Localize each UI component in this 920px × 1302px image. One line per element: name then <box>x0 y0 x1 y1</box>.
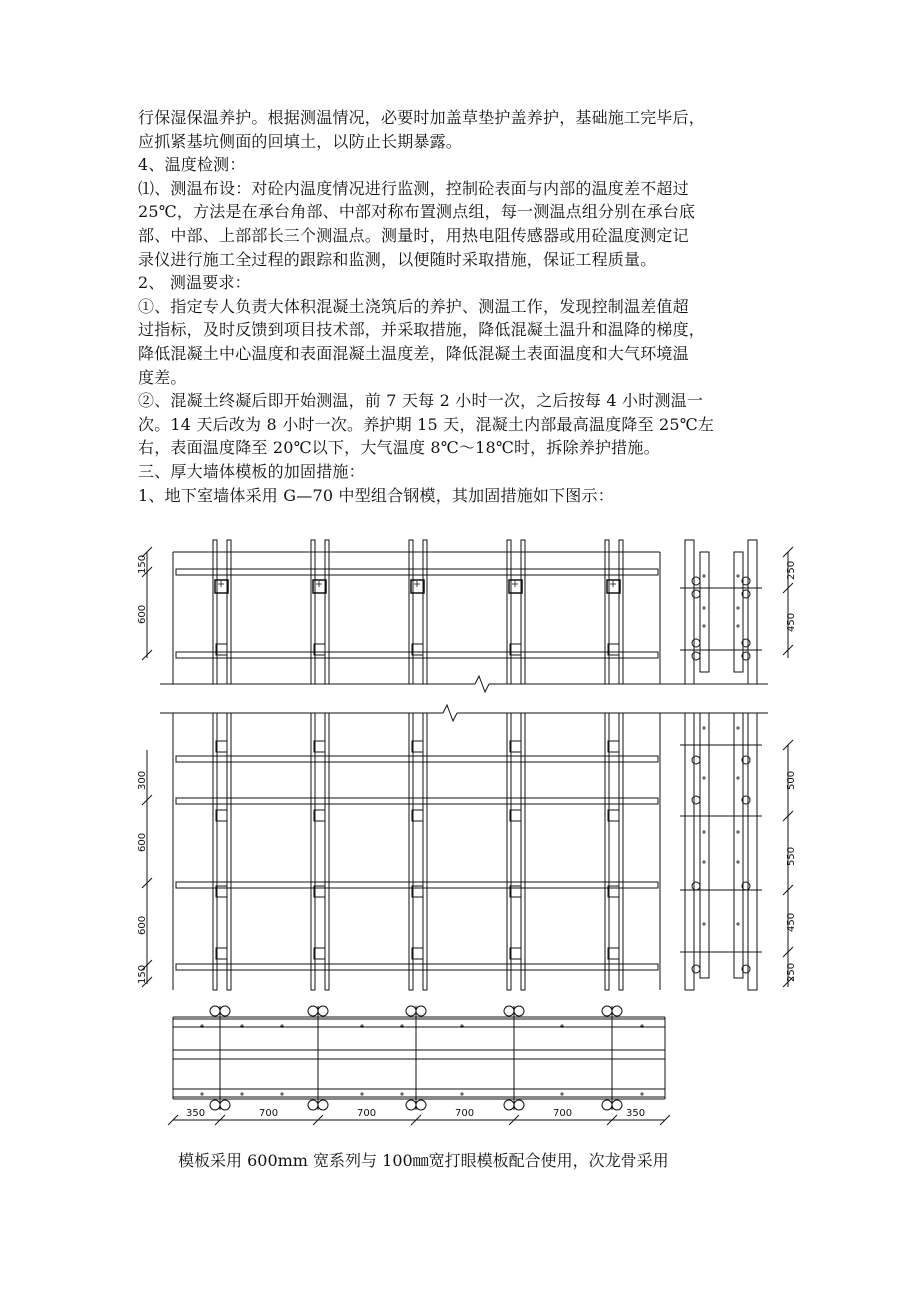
paragraph-line: 25℃，方法是在承台角部、中部对称布置测点组，每一测温点组分别在承台底 <box>138 202 696 222</box>
section-heading: 三、厚大墙体模板的加固措施： <box>138 461 365 481</box>
dim-label: 550 <box>786 846 797 866</box>
dim-label: 600 <box>137 604 148 624</box>
paragraph-line: ②、混凝土终凝后即开始测温，前 7 天每 2 小时一次，之后按每 4 小时测温一 <box>138 391 704 411</box>
dim-label: 700 <box>553 1108 573 1119</box>
dim-label: 700 <box>259 1108 279 1119</box>
dim-label: 700 <box>357 1108 377 1119</box>
formwork-drawing-svg <box>130 532 810 1132</box>
dim-label: 600 <box>137 915 148 935</box>
dim-label: 450 <box>786 612 797 632</box>
dim-label: 600 <box>137 832 148 852</box>
dim-label: 250 <box>786 560 797 580</box>
paragraph-line: 度差。 <box>138 367 187 387</box>
paragraph-line: 行保湿保温养护。根据测温情况，必要时加盖草垫护盖养护，基础施工完毕后， <box>138 108 706 127</box>
paragraph-line: 过指标，及时反馈到项目技术部，并采取措施，降低混凝土温升和温降的梯度， <box>138 320 706 340</box>
dim-label: 450 <box>786 912 797 932</box>
paragraph-line: 录仪进行施工全过程的跟踪和监测，以便随时采取措施，保证工程质量。 <box>138 249 657 269</box>
body-text <box>138 106 788 507</box>
figure-caption: 模板采用 600mm 宽系列与 100㎜宽打眼模板配合使用，次龙骨采用 <box>178 1151 669 1170</box>
dim-label: 350 <box>186 1108 206 1119</box>
section-heading: 2、 测温要求： <box>138 273 251 293</box>
paragraph-line: 部、中部、上部部长三个测温点。测量时，用热电阻传感器或用砼温度测定记 <box>138 225 689 245</box>
dim-label: 150 <box>137 964 148 984</box>
dim-label: 350 <box>626 1108 646 1119</box>
paragraph-line: ⑴、测温布设：对砼内温度情况进行监测，控制砼表面与内部的温度差不超过 <box>138 178 689 198</box>
dim-label: 300 <box>137 770 148 790</box>
dim-label: 150 <box>137 554 148 574</box>
formwork-drawing <box>130 532 810 1136</box>
paragraph-line: 应抓紧基坑侧面的回填土，以防止长期暴露。 <box>138 131 463 151</box>
paragraph-line: 次。14 天后改为 8 小时一次。养护期 15 天，混凝土内部最高温度降至 25℃左 <box>138 414 715 434</box>
dim-label: 700 <box>455 1108 475 1119</box>
paragraph-line: ①、指定专人负责大体积混凝土浇筑后的养护、测温工作，发现控制温差值超 <box>138 296 689 316</box>
paragraph-line: 1、地下室墙体采用 G—70 中型组合钢模，其加固措施如下图示： <box>138 485 614 505</box>
paragraph-line: 降低混凝土中心温度和表面混凝土温度差，降低混凝土表面温度和大气环境温 <box>138 343 689 363</box>
paragraph-line: 右，表面温度降至 20℃以下，大气温度 8℃～18℃时，拆除养护措施。 <box>138 438 660 458</box>
section-heading: 4、温度检测： <box>138 155 246 175</box>
dim-label: 500 <box>786 770 797 790</box>
dim-label: 250 <box>786 962 797 982</box>
